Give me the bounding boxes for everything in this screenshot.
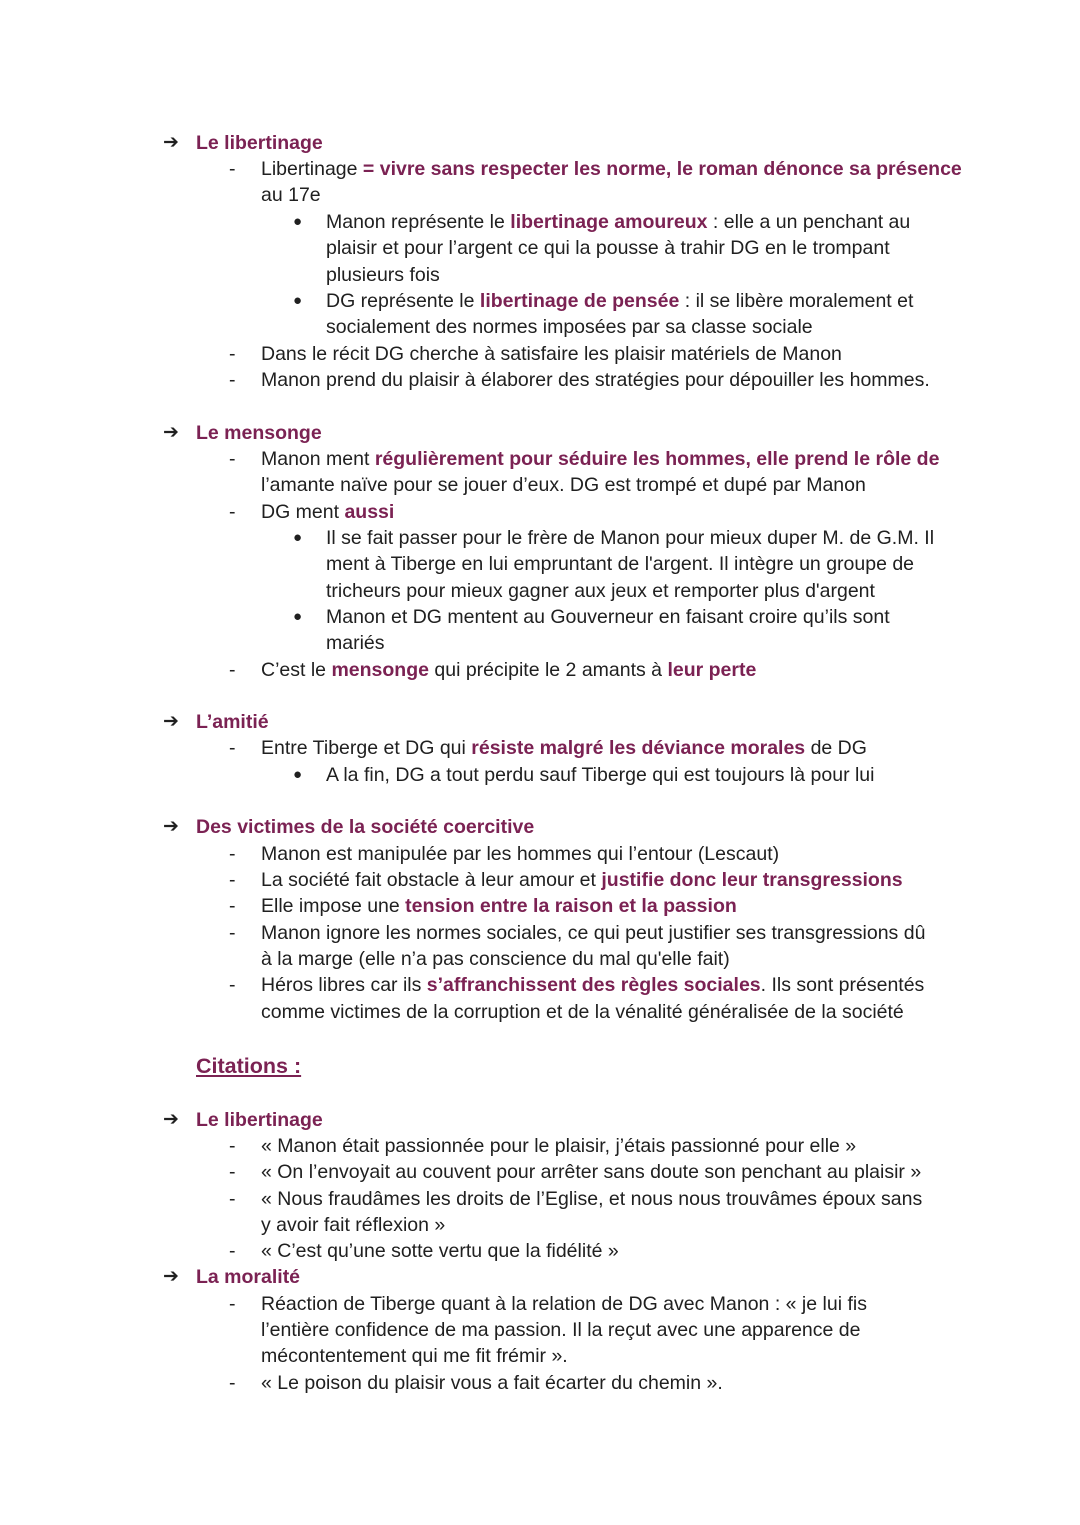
list-item-line — [261, 499, 394, 525]
arrow-icon: ➔ — [163, 711, 179, 732]
bullet-item-line — [326, 209, 910, 235]
list-item-line — [261, 156, 962, 182]
list-item-line — [261, 657, 756, 683]
bullet-item-line — [326, 235, 890, 261]
text-segment: Manon représente le — [326, 211, 511, 233]
dash-marker: - — [229, 501, 236, 523]
bullet-item-line — [326, 762, 875, 788]
text-segment: Héros libres car ils — [261, 974, 427, 996]
dash-marker: - — [229, 974, 236, 996]
dash-marker: - — [229, 922, 236, 944]
highlighted-term: leur perte — [667, 659, 757, 681]
text-segment: plusieurs fois — [326, 264, 440, 286]
text-segment: comme victimes de la corruption et de la vénalité généralisée de la société — [261, 1001, 904, 1023]
arrow-icon: ➔ — [163, 1109, 179, 1130]
list-item-line — [261, 472, 866, 498]
list-item-line — [261, 920, 925, 946]
list-item-line — [261, 893, 737, 919]
bullet-icon: ● — [293, 529, 303, 546]
highlighted-term: justifie donc leur transgressions — [601, 869, 903, 891]
bullet-icon: ● — [293, 608, 303, 625]
citations-heading: Citations : — [196, 1054, 302, 1078]
list-item-line — [261, 972, 924, 998]
dash-marker: - — [229, 1161, 236, 1183]
bullet-item-line — [326, 551, 914, 577]
list-item-line — [261, 1212, 445, 1238]
bullet-item-line — [326, 604, 890, 630]
dash-marker: - — [229, 1188, 236, 1210]
text-segment: . Ils sont présentés — [760, 974, 925, 996]
list-item-line — [261, 1317, 860, 1343]
highlighted-term: aussi — [339, 501, 395, 523]
list-item-line — [261, 999, 904, 1025]
text-segment: Manon prend du plaisir à élaborer des stratégies pour dépouiller les hommes. — [261, 369, 930, 391]
text-segment: Elle impose une — [261, 895, 406, 917]
dash-marker: - — [229, 343, 236, 365]
highlighted-term: libertinage de pensée — [479, 290, 680, 312]
text-segment: A la fin, DG a tout perdu sauf Tiberge qui est toujours là pour lui — [326, 764, 875, 786]
dash-marker: - — [229, 448, 236, 470]
text-segment: Réaction de Tiberge quant à la relation de DG avec Manon : « je lui fis — [261, 1293, 867, 1315]
bullet-icon: ● — [293, 213, 303, 230]
list-item-line — [261, 1291, 867, 1317]
arrow-icon: ➔ — [163, 132, 179, 153]
list-item-line — [261, 367, 930, 393]
bullet-item-line — [326, 525, 934, 551]
list-item-line — [261, 1370, 723, 1396]
list-item-line — [261, 1238, 619, 1264]
text-segment: C’est le — [261, 659, 332, 681]
dash-marker: - — [229, 158, 236, 180]
list-item-line — [261, 867, 903, 893]
text-segment: socialement des normes imposées par sa classe sociale — [326, 316, 813, 338]
text-segment: « On l’envoyait au couvent pour arrêter sans doute son penchant au plaisir » — [261, 1161, 922, 1183]
text-segment: plaisir et pour l’argent ce qui la pousse à trahir DG en le trompant — [326, 237, 890, 259]
text-segment: l’entière confidence de ma passion. Il la reçut avec une apparence de — [261, 1319, 861, 1341]
text-segment: Manon ignore les normes sociales, ce qui peut justifier ses transgressions dû — [261, 922, 926, 944]
text-segment: au 17e — [261, 184, 321, 206]
list-item-line — [261, 1159, 921, 1185]
text-segment: à la marge (elle n’a pas conscience du mal qu'elle fait) — [261, 948, 730, 970]
text-segment: DG représente le — [326, 290, 480, 312]
highlighted-term: mensonge — [331, 659, 429, 681]
text-segment: mariés — [326, 632, 385, 654]
list-item-line — [261, 1133, 856, 1159]
dash-marker: - — [229, 1135, 236, 1157]
text-segment: : elle a un penchant au — [707, 211, 911, 233]
list-item-line — [261, 1343, 568, 1369]
bullet-icon: ● — [293, 766, 303, 783]
highlighted-term: s’affranchissent des règles sociales — [426, 974, 761, 996]
text-segment: DG ment — [261, 501, 340, 523]
bullet-item-line — [326, 630, 385, 656]
highlighted-term: libertinage amoureux — [510, 211, 708, 233]
text-segment: Entre Tiberge et DG qui — [261, 737, 472, 759]
text-segment: l’amante naïve pour se jouer d’eux. DG est trompé et dupé par Manon — [261, 474, 866, 496]
text-segment: mécontentement qui me fit frémir ». — [261, 1345, 568, 1367]
text-segment: qui précipite le 2 amants à — [428, 659, 668, 681]
bullet-item-line — [326, 578, 875, 604]
bullet-icon: ● — [293, 292, 303, 309]
bullet-item-line — [326, 288, 913, 314]
dash-marker: - — [229, 1240, 236, 1262]
text-segment: Dans le récit DG cherche à satisfaire les plaisir matériels de Manon — [261, 343, 842, 365]
highlighted-term: tension entre la raison et la passion — [405, 895, 737, 917]
text-segment: « Le poison du plaisir vous a fait écarter du chemin ». — [261, 1372, 723, 1394]
text-segment: « Nous fraudâmes les droits de l’Eglise, et nous nous trouvâmes époux sans — [261, 1188, 923, 1210]
dash-marker: - — [229, 1293, 236, 1315]
section-title: La moralité — [196, 1266, 301, 1288]
dash-marker: - — [229, 895, 236, 917]
text-segment: : il se libère moralement et — [679, 290, 914, 312]
list-item-line — [261, 182, 321, 208]
text-segment: « C’est qu’une sotte vertu que la fidélité » — [261, 1240, 619, 1262]
section-title: L’amitié — [196, 711, 269, 733]
text-segment: « Manon était passionnée pour le plaisir, j’étais passionné pour elle » — [261, 1135, 857, 1157]
arrow-icon: ➔ — [163, 422, 179, 443]
text-segment: Libertinage — [261, 158, 358, 180]
highlighted-term: = vivre sans respecter les norme, le roman dénonce sa présence — [357, 158, 962, 180]
text-segment: tricheurs pour mieux gagner aux jeux et remporter plus d'argent — [326, 580, 875, 602]
text-segment: y avoir fait réflexion » — [261, 1214, 446, 1236]
list-item-line — [261, 946, 730, 972]
text-segment: Manon est manipulée par les hommes qui l’entour (Lescaut) — [261, 843, 780, 865]
bullet-item-line — [326, 262, 440, 288]
dash-marker: - — [229, 869, 236, 891]
list-item-line — [261, 446, 939, 472]
list-item-line — [261, 1186, 922, 1212]
highlighted-term: résiste malgré les déviance morales — [471, 737, 806, 759]
section-title: Le mensonge — [196, 422, 322, 444]
list-item-line — [261, 735, 867, 761]
bullet-item-line — [326, 314, 813, 340]
text-segment: ment à Tiberge en lui empruntant de l'argent. Il intègre un groupe de — [326, 553, 915, 575]
dash-marker: - — [229, 843, 236, 865]
text-segment: Manon ment — [261, 448, 370, 470]
highlighted-term: régulièrement pour séduire les hommes, elle prend le rôle de — [369, 448, 940, 470]
list-item-line — [261, 341, 842, 367]
section-title: Des victimes de la société coercitive — [196, 816, 535, 838]
text-segment: de DG — [805, 737, 867, 759]
text-segment: Il se fait passer pour le frère de Manon pour mieux duper M. de G.M. Il — [326, 527, 935, 549]
text-segment: Manon et DG mentent au Gouverneur en faisant croire qu’ils sont — [326, 606, 890, 628]
section-title: Le libertinage — [196, 1109, 323, 1131]
text-segment: La société fait obstacle à leur amour et — [261, 869, 602, 891]
arrow-icon: ➔ — [163, 1266, 179, 1287]
dash-marker: - — [229, 369, 236, 391]
section-title: Le libertinage — [196, 132, 323, 154]
arrow-icon: ➔ — [163, 816, 179, 837]
list-item-line — [261, 841, 779, 867]
dash-marker: - — [229, 1372, 236, 1394]
dash-marker: - — [229, 737, 236, 759]
dash-marker: - — [229, 659, 236, 681]
